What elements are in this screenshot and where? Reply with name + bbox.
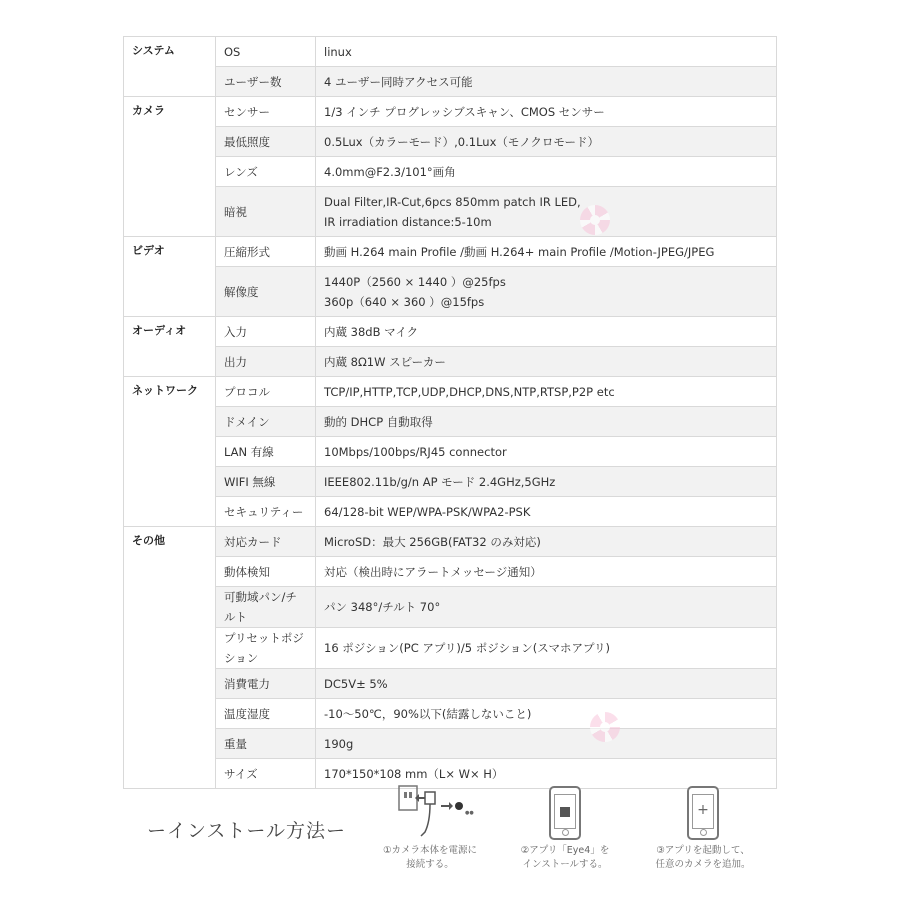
spec-label: 出力 bbox=[216, 347, 316, 377]
spec-label: 対応カード bbox=[216, 527, 316, 557]
spec-value-line: linux bbox=[324, 44, 352, 59]
spec-value bbox=[316, 317, 777, 347]
spec-value-line: 190g bbox=[324, 736, 354, 751]
spec-row bbox=[124, 557, 777, 587]
spec-label: ドメイン bbox=[216, 407, 316, 437]
spec-value bbox=[316, 587, 777, 628]
spec-value bbox=[316, 37, 777, 67]
spec-row bbox=[124, 157, 777, 187]
smartphone-app-icon bbox=[549, 786, 581, 840]
install-step-2-caption: ②アプリ「Eye4」を bbox=[520, 845, 610, 856]
spec-value-line: IR irradiation distance:5-10m bbox=[324, 214, 492, 229]
spec-label: ユーザー数 bbox=[216, 67, 316, 97]
spec-value bbox=[316, 669, 777, 699]
spec-label: OS bbox=[216, 37, 316, 67]
spec-label: プロコル bbox=[216, 377, 316, 407]
spec-value bbox=[316, 437, 777, 467]
watermark-logo-icon bbox=[580, 205, 610, 235]
spec-value bbox=[316, 67, 777, 97]
install-title: ーインストール方法ー bbox=[147, 820, 347, 842]
install-step-3 bbox=[643, 782, 763, 872]
spec-value-line: MicroSD：最大 256GB(FAT32 のみ対応) bbox=[324, 534, 541, 549]
spec-value bbox=[316, 407, 777, 437]
install-step-1-caption: ①カメラ本体を電源に bbox=[382, 845, 478, 856]
spec-row bbox=[124, 497, 777, 527]
spec-value bbox=[316, 729, 777, 759]
spec-label: プリセットポジション bbox=[216, 628, 316, 669]
install-step-1-caption: 接続する。 bbox=[406, 859, 454, 870]
power-plug-icon bbox=[385, 782, 475, 838]
smartphone-add-icon bbox=[687, 786, 719, 840]
spec-value-line: IEEE802.11b/g/n AP モード 2.4GHz,5GHz bbox=[324, 474, 556, 489]
spec-row bbox=[124, 317, 777, 347]
install-step-2-caption: インストールする。 bbox=[522, 859, 608, 870]
eye4-app-icon bbox=[560, 807, 570, 817]
spec-label: 圧縮形式 bbox=[216, 237, 316, 267]
spec-label: 重量 bbox=[216, 729, 316, 759]
spec-label: 可動域パン/チルト bbox=[216, 587, 316, 628]
install-step-2 bbox=[505, 782, 625, 872]
spec-label: LAN 有線 bbox=[216, 437, 316, 467]
spec-row bbox=[124, 267, 777, 317]
plus-icon: + bbox=[697, 802, 709, 818]
spec-row bbox=[124, 407, 777, 437]
spec-row bbox=[124, 527, 777, 557]
spec-value bbox=[316, 699, 777, 729]
spec-value bbox=[316, 97, 777, 127]
spec-category: オーディオ bbox=[124, 317, 216, 377]
spec-value-line: 動画 H.264 main Profile /動画 H.264+ main Profile /Motion-JPEG/JPEG bbox=[324, 244, 715, 259]
spec-label: サイズ bbox=[216, 759, 316, 789]
spec-value bbox=[316, 628, 777, 669]
spec-label: 入力 bbox=[216, 317, 316, 347]
spec-row bbox=[124, 237, 777, 267]
spec-value-line: 1/3 インチ プログレッシブスキャン、CMOS センサー bbox=[324, 104, 605, 119]
spec-value bbox=[316, 347, 777, 377]
spec-category: ネットワーク bbox=[124, 377, 216, 527]
install-step-3-caption: ③アプリを起動して、 bbox=[656, 845, 750, 856]
spec-value-line: 0.5Lux（カラーモード）,0.1Lux（モノクロモード） bbox=[324, 134, 599, 149]
spec-row bbox=[124, 729, 777, 759]
spec-category: システム bbox=[124, 37, 216, 97]
spec-row bbox=[124, 347, 777, 377]
watermark-logo-icon bbox=[590, 712, 620, 742]
spec-row bbox=[124, 37, 777, 67]
spec-row bbox=[124, 437, 777, 467]
spec-label: 温度湿度 bbox=[216, 699, 316, 729]
spec-value bbox=[316, 267, 777, 317]
spec-row bbox=[124, 669, 777, 699]
install-step-3-caption: 任意のカメラを追加。 bbox=[655, 859, 751, 870]
spec-label: 暗視 bbox=[216, 187, 316, 237]
spec-value bbox=[316, 527, 777, 557]
spec-row bbox=[124, 127, 777, 157]
spec-value-line: -10～50℃，90%以下(結露しないこと) bbox=[324, 706, 532, 721]
spec-label: 動体検知 bbox=[216, 557, 316, 587]
spec-value-line: 170*150*108 mm（L× W× H） bbox=[324, 766, 504, 781]
spec-category: カメラ bbox=[124, 97, 216, 237]
spec-row bbox=[124, 628, 777, 669]
spec-value-line: 4.0mm@F2.3/101°画角 bbox=[324, 164, 456, 179]
spec-label: 最低照度 bbox=[216, 127, 316, 157]
spec-value-line: 内蔵 8Ω1W スピーカー bbox=[324, 354, 446, 369]
spec-table-body bbox=[124, 37, 777, 789]
spec-row bbox=[124, 377, 777, 407]
spec-value-line: DC5V± 5% bbox=[324, 676, 388, 691]
spec-value bbox=[316, 497, 777, 527]
spec-row bbox=[124, 67, 777, 97]
install-step-1 bbox=[370, 782, 490, 872]
spec-value bbox=[316, 127, 777, 157]
spec-value-line: パン 348°/チルト 70° bbox=[324, 600, 441, 614]
spec-value-line: 動的 DHCP 自動取得 bbox=[324, 414, 433, 429]
spec-value-line: 1440P（2560 × 1440 ）@25fps bbox=[324, 274, 506, 289]
spec-value-line: 64/128-bit WEP/WPA-PSK/WPA2-PSK bbox=[324, 504, 531, 519]
spec-value-line: 4 ユーザー同時アクセス可能 bbox=[324, 74, 473, 89]
spec-row bbox=[124, 699, 777, 729]
spec-label: センサー bbox=[216, 97, 316, 127]
spec-value bbox=[316, 237, 777, 267]
spec-value bbox=[316, 157, 777, 187]
spec-value-line: 10Mbps/100bps/RJ45 connector bbox=[324, 444, 507, 459]
spec-label: レンズ bbox=[216, 157, 316, 187]
spec-value-line: 16 ポジション(PC アプリ)/5 ポジション(スマホアプリ) bbox=[324, 641, 611, 655]
spec-label: セキュリティー bbox=[216, 497, 316, 527]
spec-value-line: 360p（640 × 360 ）@15fps bbox=[324, 294, 485, 309]
spec-category: ビデオ bbox=[124, 237, 216, 317]
spec-value-line: 対応（検出時にアラートメッセージ通知） bbox=[324, 564, 542, 579]
spec-value-line: 内蔵 38dB マイク bbox=[324, 324, 419, 339]
spec-row bbox=[124, 187, 777, 237]
spec-value bbox=[316, 377, 777, 407]
spec-label: 解像度 bbox=[216, 267, 316, 317]
spec-category: その他 bbox=[124, 527, 216, 789]
spec-label: 消費電力 bbox=[216, 669, 316, 699]
spec-value bbox=[316, 187, 777, 237]
spec-row bbox=[124, 467, 777, 497]
spec-label: WIFI 無線 bbox=[216, 467, 316, 497]
svg-text:●●: ●● bbox=[465, 810, 474, 816]
spec-value bbox=[316, 467, 777, 497]
spec-value-line: TCP/IP,HTTP,TCP,UDP,DHCP,DNS,NTP,RTSP,P2P etc bbox=[324, 384, 615, 399]
spec-table bbox=[123, 36, 777, 789]
spec-value-line: Dual Filter,IR-Cut,6pcs 850mm patch IR LED, bbox=[324, 194, 581, 209]
spec-value bbox=[316, 557, 777, 587]
spec-row bbox=[124, 97, 777, 127]
spec-row bbox=[124, 587, 777, 628]
